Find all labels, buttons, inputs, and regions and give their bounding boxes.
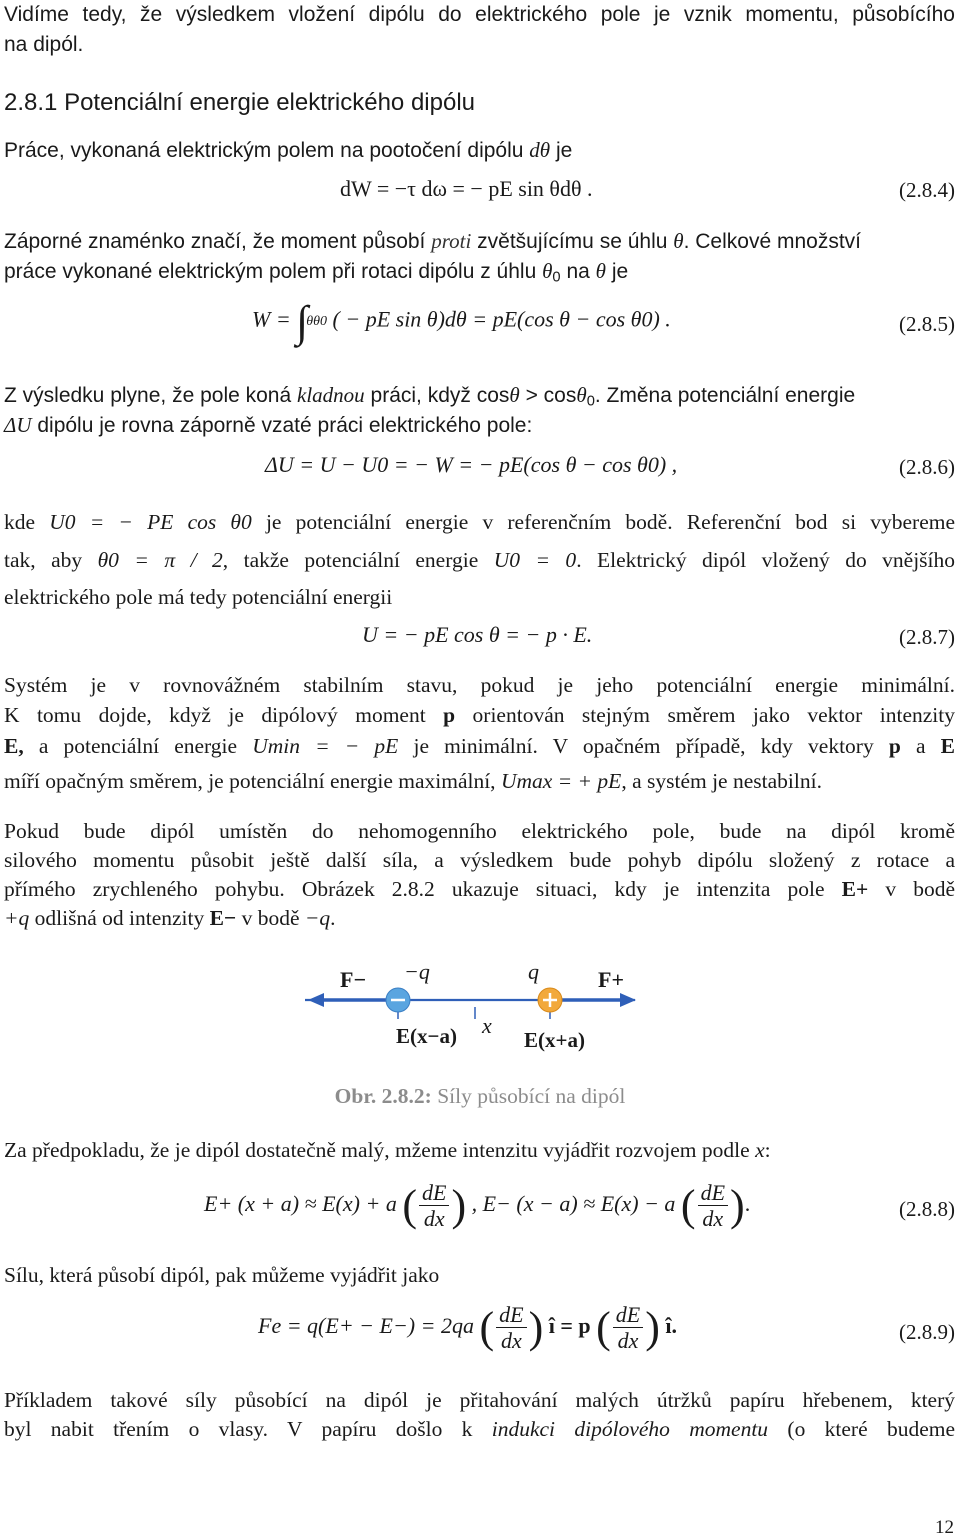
integral-limits [306, 314, 327, 329]
eq-part: . [744, 1190, 751, 1216]
text: zvětšujícímu se úhlu [477, 230, 668, 253]
text: tak, aby [4, 548, 83, 572]
math: +q [4, 906, 30, 930]
eq-rhs: = pE(cos θ − cos θ0) . [472, 306, 671, 332]
caption-prefix: Obr. 2.8.2: [334, 1084, 432, 1108]
text: . Celkové množství [683, 230, 861, 253]
paragraph-sign-line-2 [4, 256, 955, 287]
text: , a systém je nestabilní. [621, 769, 822, 793]
text: kde [4, 510, 36, 534]
paragraph-result-line-1 [4, 380, 955, 411]
paragraph-example-line-2 [4, 1414, 955, 1444]
math: U0 = 0 [493, 548, 577, 572]
paragraph-ref-line-2 [4, 545, 955, 575]
eq-expr: U = − pE cos θ = − p · E. [362, 622, 593, 647]
paragraph-nonuniform-line-2: silového momentu působit ještě další síla, a výsledkem bude pohyb dipólu složený z rotace a [4, 848, 955, 872]
denominator: dx [702, 1206, 724, 1232]
f-plus-arrowhead-icon [620, 993, 636, 1007]
equation-2-8-5 [252, 296, 671, 347]
symbol: θ [673, 229, 684, 253]
text: Za předpokladu, že je dipól dostatečně malý, mžeme intenzitu vyjádřit rozvojem podle [4, 1138, 750, 1162]
eq-part: , E− (x − a) ≈ E(x) − a [471, 1190, 676, 1216]
text: byl nabit třením o vlasy. V papíru došlo k [4, 1417, 473, 1441]
text: Z výsledku plyne, že pole koná [4, 384, 292, 407]
paragraph-ref-line-1 [4, 507, 955, 537]
left-paren: ( [402, 1180, 417, 1230]
text: . [330, 906, 336, 930]
intro-line-1: Vidíme tedy, že výsledkem vložení dipólu do elektrického pole je vznik momentu, působícího [4, 3, 955, 26]
paragraph-stable-line-2 [4, 700, 955, 730]
equation-number: (2.8.5) [899, 312, 955, 336]
paragraph-approx [4, 1135, 955, 1165]
lower-limit: θ0 [313, 313, 328, 329]
denominator: dx [617, 1328, 639, 1354]
text: > cos [525, 384, 577, 407]
dipole-figure [300, 955, 640, 1065]
subscript: 0 [552, 269, 561, 286]
symbol: θ [595, 259, 606, 283]
page-number: 12 [935, 1517, 954, 1538]
vector: E+ [841, 877, 869, 901]
vector: p [443, 703, 456, 727]
text: je minimální. V opačném případě, kdy vektory [413, 734, 874, 758]
text: v bodě [885, 877, 956, 901]
paragraph-ref-line-3: elektrického pole má tedy potenciální energii [4, 585, 393, 609]
equation-2-8-9 [258, 1302, 677, 1354]
integral-sign-icon: ∫ [296, 297, 309, 346]
left-paren: ( [479, 1302, 495, 1352]
numerator: dE [496, 1302, 526, 1328]
vector: E− [209, 906, 237, 930]
right-paren: ) [528, 1302, 544, 1352]
equation-2-8-6 [265, 452, 677, 478]
math: Umin = − pE [252, 734, 399, 758]
numerator: dE [613, 1302, 643, 1328]
text: a [915, 734, 926, 758]
text: práce vykonané elektrickým polem při rotaci dipólu z úhlu [4, 260, 537, 283]
text: , takže potenciální energie [222, 548, 479, 572]
right-paren: ) [451, 1180, 467, 1230]
vector: E [940, 734, 955, 758]
fraction [496, 1302, 526, 1354]
left-paren: ( [596, 1302, 611, 1352]
label-x: x [482, 1013, 492, 1038]
text: je potenciální energie v referenčním bodě. Referenční bod si vybereme [265, 510, 956, 534]
text: Záporné znaménko značí, že moment působí [4, 230, 426, 253]
text: (o které budeme [787, 1417, 956, 1441]
fraction [698, 1180, 728, 1232]
symbol: dθ [529, 138, 551, 162]
math: x [755, 1138, 765, 1162]
paragraph-force: Sílu, která působí dipól, pak můžeme vyjádřit jako [4, 1263, 440, 1287]
denominator: dx [500, 1328, 522, 1354]
text: orientován stejným směrem jako vektor intenzity [472, 703, 955, 727]
figure-caption [0, 1084, 960, 1109]
paragraph-nonuniform-line-4 [4, 903, 955, 933]
emphasis: kladnou [297, 383, 365, 407]
equation-number: (2.8.8) [899, 1197, 955, 1221]
math: θ0 = π / 2 [97, 548, 223, 572]
paragraph-example-line-1: Příkladem takové síly působící na dipól je přitahování malých útržků papíru hřebenem, který [4, 1388, 955, 1412]
subscript: 0 [586, 393, 595, 410]
equation-number: (2.8.7) [899, 625, 955, 649]
paragraph-nonuniform-line-1: Pokud bude dipól umístěn do nehomogenního elektrického pole, bude na dipól kromě [4, 819, 955, 843]
text: je [555, 139, 573, 162]
text: odlišná od intenzity [34, 906, 205, 930]
text: přímého zrychleného pohybu. Obrázek 2.8.2 ukazuje situaci, kdy je intenzita pole [4, 877, 825, 901]
numerator: dE [698, 1180, 728, 1206]
eq-part: E+ (x + a) ≈ E(x) + a [204, 1190, 397, 1216]
symbol: θ [542, 259, 553, 283]
equation-number: (2.8.4) [899, 178, 955, 202]
paragraph-stable-line-4 [4, 766, 955, 796]
text: a potenciální energie [38, 734, 238, 758]
fraction [419, 1180, 449, 1232]
fraction [613, 1302, 643, 1354]
paragraph-stable-line-1: Systém je v rovnovážném stabilním stavu, pokud je jeho potenciální energie minimální. [4, 673, 955, 697]
equation-2-8-4: dW = −τ dω = − pE sin θdθ . [340, 176, 593, 201]
text: Práce, vykonaná elektrickým polem na pootočení dipólu [4, 139, 524, 162]
vector: p [888, 734, 901, 758]
label-f-plus: F+ [598, 967, 624, 992]
upper-limit: θ [306, 313, 314, 329]
left-paren: ( [680, 1180, 696, 1230]
text: dipólu je rovna záporně vzaté práci elektrického pole: [37, 414, 533, 437]
equation-2-8-7 [362, 622, 592, 648]
text: míří opačným směrem, je potenciální energie maximální, [4, 769, 496, 793]
integrand: ( − pE sin θ)dθ [332, 306, 467, 332]
text: K tomu dojde, když je dipólový moment [4, 703, 426, 727]
eq-part: î = p [548, 1312, 591, 1338]
text: je [611, 260, 629, 283]
denominator: dx [423, 1206, 445, 1232]
label-plus-q: q [528, 959, 539, 984]
emphasis: proti [431, 229, 472, 253]
paragraph-sign-line-1 [4, 226, 955, 257]
equation-number: (2.8.6) [899, 455, 955, 479]
paragraph-stable-line-3 [4, 731, 955, 761]
numerator: dE [419, 1180, 449, 1206]
label-minus-q: −q [404, 959, 430, 984]
text: . Elektrický dipól vložený do vnějšího [576, 548, 956, 572]
paragraph-result-line-2 [4, 410, 955, 441]
label-e-minus: E(x−a) [396, 1024, 457, 1048]
section-number: 2.8.1 [4, 89, 58, 116]
text: : [764, 1138, 771, 1162]
eq-expr: ΔU = U − U0 = − W = − pE(cos θ − cos θ0) , [265, 452, 678, 477]
paragraph-work [4, 135, 955, 166]
text: v bodě [241, 906, 300, 930]
right-paren: ) [730, 1180, 745, 1230]
section-title: Potenciální energie elektrického dipólu [64, 89, 475, 116]
label-f-minus: F− [340, 967, 366, 992]
equation-2-8-8 [204, 1180, 750, 1232]
eq-part: î. [665, 1312, 678, 1338]
section-heading [4, 88, 955, 118]
symbol: ΔU [4, 413, 32, 437]
math: U0 = − PE cos θ0 [49, 510, 252, 534]
equation-number: (2.8.9) [899, 1320, 955, 1344]
eq-lhs: W = [252, 306, 291, 332]
text: práci, když cos [370, 384, 510, 407]
intro-line-2: na dipól. [4, 33, 84, 56]
symbol: θ [509, 383, 520, 407]
f-minus-arrowhead-icon [308, 993, 324, 1007]
text: na [566, 260, 590, 283]
symbol: θ [576, 383, 587, 407]
math: Umax = + pE [500, 769, 622, 793]
eq-part: Fe = q(E+ − E−) = 2qa [258, 1312, 474, 1338]
caption-text: Síly působící na dipól [437, 1084, 626, 1108]
text: . Změna potenciální energie [594, 384, 856, 407]
right-paren: ) [645, 1302, 660, 1352]
emphasis: indukci dipólového momentu [491, 1417, 769, 1441]
math: −q [304, 906, 331, 930]
label-e-plus: E(x+a) [524, 1028, 585, 1052]
paragraph-nonuniform-line-3 [4, 874, 955, 904]
vector: E, [4, 734, 24, 758]
